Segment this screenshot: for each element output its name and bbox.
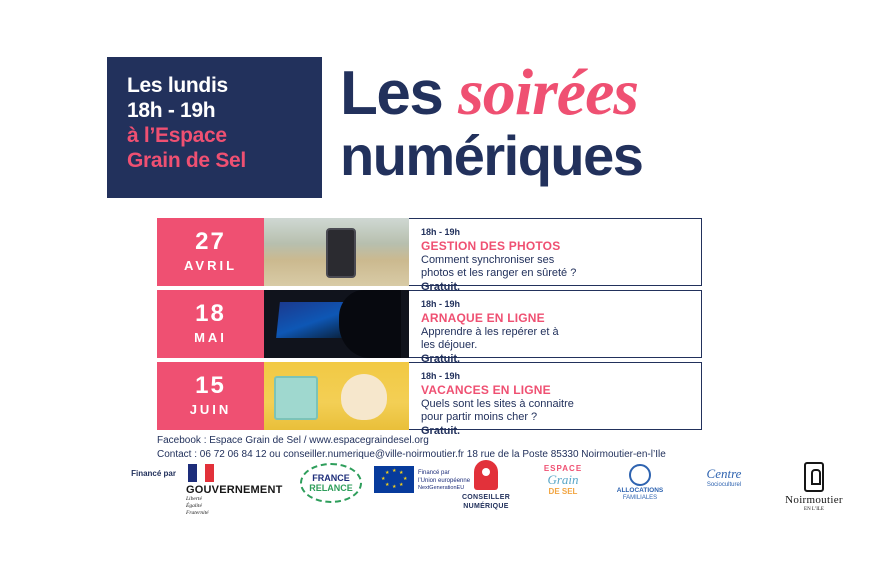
session-row: [157, 218, 702, 293]
session-month: AVRIL: [183, 258, 238, 273]
eu-line-1: Financé par: [418, 469, 450, 476]
caf-line-2: FAMILIALES: [622, 495, 658, 501]
contact-facebook-line: Facebook : Espace Grain de Sel / www.espacegraindesel.org: [157, 435, 429, 446]
caf-line-1: ALLOCATIONS: [616, 487, 664, 494]
session-title: ARNAQUE EN LIGNE: [421, 311, 545, 325]
badge-line-weekday: Les lundis: [127, 74, 228, 97]
gouvernement-motto-2: Égalité: [186, 503, 202, 509]
france-relance-logo: [300, 463, 362, 503]
noirmoutier-emblem-icon: [804, 462, 824, 492]
location-pin-icon: [474, 460, 498, 490]
gouvernement-motto-1: Liberté: [186, 496, 202, 502]
centre-socioculturel-line-1: Centre: [706, 466, 742, 481]
session-details: [409, 290, 702, 365]
session-title: VACANCES EN LIGNE: [421, 383, 551, 397]
session-day: 27: [195, 228, 226, 255]
session-price: Gratuit.: [421, 281, 461, 293]
title-word-les: Les: [340, 59, 459, 128]
schedule-badge: [107, 57, 322, 198]
contact-details-line: Contact : 06 72 06 84 12 ou conseiller.numerique@ville-noirmoutier.fr 18 rue de la Poste 85330 Noirmoutier-en-l’Ile: [157, 449, 666, 460]
session-price: Gratuit.: [421, 353, 461, 365]
session-date-badge: [157, 362, 264, 430]
session-photo: [264, 362, 409, 430]
session-time: 18h - 19h: [421, 371, 461, 381]
session-day: 18: [195, 300, 226, 327]
session-time: 18h - 19h: [421, 299, 461, 309]
noirmoutier-logo: [774, 462, 854, 513]
noirmoutier-line-2: EN L’ILE: [804, 507, 824, 512]
session-desc-line-2: les déjouer.: [421, 339, 478, 351]
grain-de-sel-line-3: DE SEL: [548, 487, 578, 496]
session-row: [157, 290, 702, 365]
session-details: [409, 218, 702, 293]
session-photo: [264, 218, 409, 286]
session-desc-line-2: pour partir moins cher ?: [421, 411, 538, 423]
badge-line-hours: 18h - 19h: [127, 99, 216, 122]
badge-line-venue-1: à l’Espace: [127, 124, 227, 147]
france-relance-line-1: FRANCE: [312, 472, 350, 483]
session-date-badge: [157, 290, 264, 358]
caf-logo: [604, 464, 676, 502]
session-photo: [264, 290, 409, 358]
conseiller-numerique-logo: [448, 460, 524, 511]
gouvernement-name: GOUVERNEMENT: [186, 484, 283, 496]
eu-flag-icon: ★ ★ ★ ★ ★ ★ ★ ★: [374, 466, 414, 493]
session-row: [157, 362, 702, 437]
noirmoutier-line-1: Noirmoutier: [785, 494, 843, 506]
centre-socioculturel-logo: [686, 466, 762, 489]
badge-line-venue-2: Grain de Sel: [127, 149, 246, 172]
grain-de-sel-line-1: ESPACE: [543, 464, 583, 473]
session-date-badge: [157, 218, 264, 286]
session-desc-line-1: Apprendre à les repérer et à: [421, 326, 559, 338]
session-desc-line-1: Comment synchroniser ses: [421, 254, 555, 266]
contact-block: [157, 434, 757, 462]
title-word-soirees: soirées: [458, 56, 639, 129]
page-title: [340, 56, 760, 202]
conseiller-numerique-line-1: CONSEILLER: [461, 494, 511, 501]
centre-socioculturel-line-2: Socioculturel: [706, 482, 742, 488]
eu-line-3: NextGenerationEU: [418, 484, 465, 491]
session-month: MAI: [194, 330, 227, 345]
caf-emblem-icon: [629, 464, 651, 486]
session-list: [157, 218, 702, 437]
session-desc-line-1: Quels sont les sites à connaitre: [421, 398, 574, 410]
session-details: [409, 362, 702, 437]
title-line-2: numériques: [340, 124, 643, 187]
session-price: Gratuit.: [421, 425, 461, 437]
eu-line-2: l’Union européenne: [418, 477, 471, 484]
french-flag-icon: [188, 464, 214, 482]
session-month: JUIN: [189, 402, 232, 417]
session-day: 15: [195, 372, 226, 399]
session-desc-line-2: photos et les ranger en sûreté ?: [421, 267, 577, 279]
finance-par-label: Financé par: [131, 469, 176, 478]
logo-strip: [130, 460, 843, 522]
grain-de-sel-logo: [530, 464, 596, 497]
session-time: 18h - 19h: [421, 227, 461, 237]
title-line-1: [340, 56, 760, 129]
gouvernement-motto-3: Fraternité: [186, 510, 209, 516]
conseiller-numerique-line-2: NUMÉRIQUE: [463, 503, 509, 510]
grain-de-sel-line-2: Grain: [547, 472, 579, 487]
gouvernement-logo: [186, 464, 284, 517]
session-title: GESTION DES PHOTOS: [421, 239, 561, 253]
france-relance-line-2: RELANCE: [309, 482, 353, 493]
